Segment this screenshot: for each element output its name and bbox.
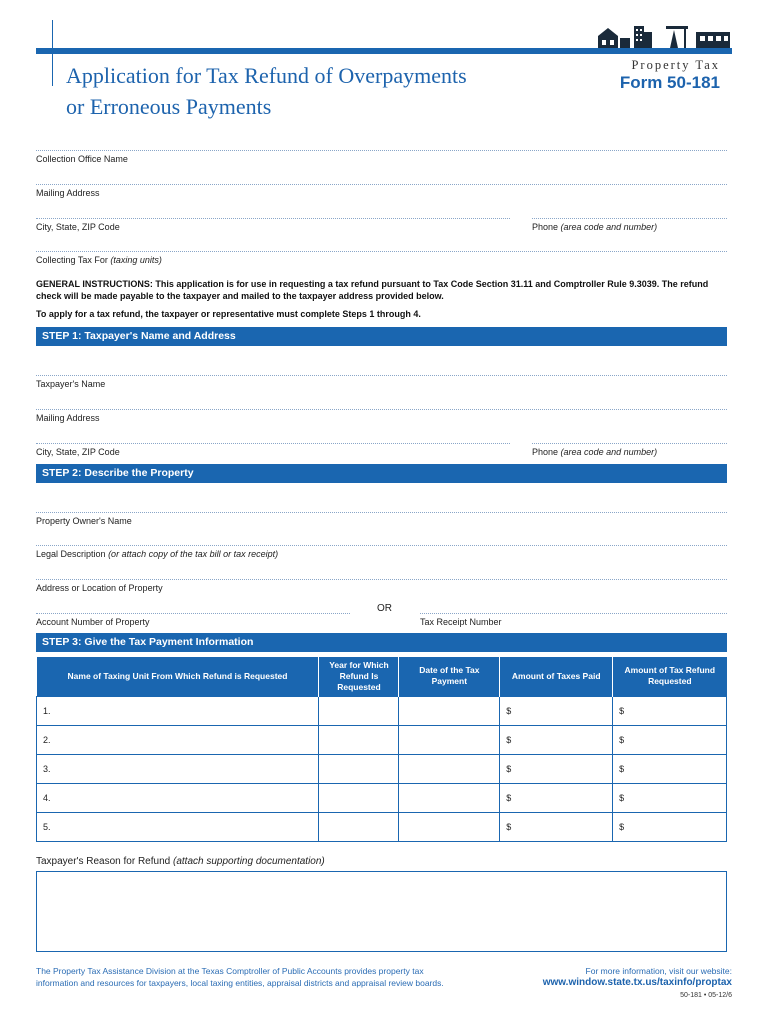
property-owner-label: Property Owner's Name <box>36 516 132 526</box>
col-header-taxing-unit: Name of Taxing Unit From Which Refund is Requested <box>37 657 319 696</box>
taxpayer-city-label: City, State, ZIP Code <box>36 447 120 457</box>
step3-heading: STEP 3: Give the Tax Payment Information <box>36 633 727 652</box>
row-2-year-cell[interactable] <box>319 725 399 754</box>
property-address-field[interactable] <box>36 579 727 595</box>
buildings-logo-icon <box>596 20 732 48</box>
account-number-field[interactable] <box>36 613 350 629</box>
apply-instructions: To apply for a tax refund, the taxpayer or representative must complete Steps 1 through 4. <box>36 309 421 319</box>
tax-payment-table <box>36 657 727 842</box>
collection-mailing-address-label: Mailing Address <box>36 188 100 198</box>
property-owner-field[interactable] <box>36 512 727 528</box>
row-1-date-cell[interactable] <box>399 696 500 725</box>
or-separator: OR <box>377 603 392 614</box>
taxpayer-mailing-address-field[interactable] <box>36 409 727 425</box>
col-header-date: Date of the Tax Payment <box>399 657 500 696</box>
row-5-refund-cell[interactable]: $ <box>613 812 727 841</box>
taxpayer-phone-label: Phone (area code and number) <box>532 447 658 457</box>
footer-more-info: For more information, visit our website: <box>585 966 732 976</box>
tax-receipt-number-label: Tax Receipt Number <box>420 617 502 627</box>
taxpayer-city-field[interactable] <box>36 443 510 459</box>
col-header-refund-requested: Amount of Tax Refund Requested <box>613 657 727 696</box>
page-title <box>66 60 546 122</box>
row-3-refund-cell[interactable]: $ <box>613 754 727 783</box>
table-row <box>37 754 727 783</box>
row-5-date-cell[interactable] <box>399 812 500 841</box>
category-label: Property Tax <box>631 58 720 72</box>
taxpayer-name-field[interactable] <box>36 375 727 391</box>
table-header-row <box>37 657 727 696</box>
general-instructions: GENERAL INSTRUCTIONS: This application is for use in requesting a tax refund pursuant to Tax Code Section 31.11 and Comptroller Rule 9.3039. The refund check will be made payable to the taxpayer and mailed to the taxpayer address provided below. <box>36 279 709 301</box>
row-1-taxes-paid-cell[interactable]: $ <box>500 696 613 725</box>
header-rule <box>36 48 732 54</box>
table-row <box>37 812 727 841</box>
footer-line-2: information and resources for taxpayers, local taxing entities, appraisal districts and appraisal review boards. <box>36 978 444 988</box>
title-line-2: or Erroneous Payments <box>66 94 272 119</box>
row-1-taxing-unit-cell[interactable]: 1. <box>37 696 319 725</box>
tax-receipt-number-field[interactable] <box>420 613 727 629</box>
row-3-year-cell[interactable] <box>319 754 399 783</box>
footer-line-1: The Property Tax Assistance Division at the Texas Comptroller of Public Accounts provides property tax <box>36 966 424 976</box>
step2-heading: STEP 2: Describe the Property <box>36 464 727 483</box>
col-header-taxes-paid: Amount of Taxes Paid <box>500 657 613 696</box>
row-3-date-cell[interactable] <box>399 754 500 783</box>
row-5-year-cell[interactable] <box>319 812 399 841</box>
row-4-taxes-paid-cell[interactable]: $ <box>500 783 613 812</box>
row-3-taxing-unit-cell[interactable]: 3. <box>37 754 319 783</box>
row-5-taxing-unit-cell[interactable]: 5. <box>37 812 319 841</box>
step1-heading: STEP 1: Taxpayer's Name and Address <box>36 327 727 346</box>
row-3-taxes-paid-cell[interactable]: $ <box>500 754 613 783</box>
collection-office-name-field[interactable] <box>36 150 727 166</box>
row-2-taxing-unit-cell[interactable]: 2. <box>37 725 319 754</box>
collection-phone-field[interactable] <box>532 218 727 234</box>
footer-website <box>470 965 732 989</box>
collection-office-name-label: Collection Office Name <box>36 154 128 164</box>
row-1-year-cell[interactable] <box>319 696 399 725</box>
collection-phone-label: Phone (area code and number) <box>532 222 658 232</box>
title-line-1: Application for Tax Refund of Overpayments <box>66 63 467 88</box>
row-2-date-cell[interactable] <box>399 725 500 754</box>
footer-url-link[interactable]: www.window.state.tx.us/taxinfo/proptax <box>542 977 732 988</box>
header-vertical-rule <box>52 20 53 86</box>
row-1-refund-cell[interactable]: $ <box>613 696 727 725</box>
taxpayer-name-label: Taxpayer's Name <box>36 379 106 389</box>
row-4-date-cell[interactable] <box>399 783 500 812</box>
form-revision-code: 50-181 • 05-12/6 <box>680 992 732 999</box>
collection-city-label: City, State, ZIP Code <box>36 222 120 232</box>
row-4-taxing-unit-cell[interactable]: 4. <box>37 783 319 812</box>
taxpayer-mailing-address-label: Mailing Address <box>36 413 100 423</box>
reason-textarea[interactable] <box>36 871 727 952</box>
collection-mailing-address-field[interactable] <box>36 184 727 200</box>
legal-description-label: Legal Description (or attach copy of the tax bill or tax receipt) <box>36 549 279 559</box>
table-row <box>37 783 727 812</box>
row-2-refund-cell[interactable]: $ <box>613 725 727 754</box>
form-number: Form 50-181 <box>619 73 720 92</box>
table-row <box>37 696 727 725</box>
property-address-label: Address or Location of Property <box>36 583 163 593</box>
taxpayer-phone-field[interactable] <box>532 443 727 459</box>
account-number-label: Account Number of Property <box>36 617 150 627</box>
collection-city-field[interactable] <box>36 218 510 234</box>
table-row <box>37 725 727 754</box>
reason-label: Taxpayer's Reason for Refund (attach supporting documentation) <box>36 856 325 867</box>
collecting-tax-for-label: Collecting Tax For (taxing units) <box>36 255 162 265</box>
row-5-taxes-paid-cell[interactable]: $ <box>500 812 613 841</box>
col-header-year: Year for Which Refund Is Requested <box>319 657 399 696</box>
collecting-tax-for-field[interactable] <box>36 251 727 267</box>
row-4-year-cell[interactable] <box>319 783 399 812</box>
row-4-refund-cell[interactable]: $ <box>613 783 727 812</box>
footer-description <box>36 965 496 989</box>
row-2-taxes-paid-cell[interactable]: $ <box>500 725 613 754</box>
legal-description-field[interactable] <box>36 545 727 561</box>
